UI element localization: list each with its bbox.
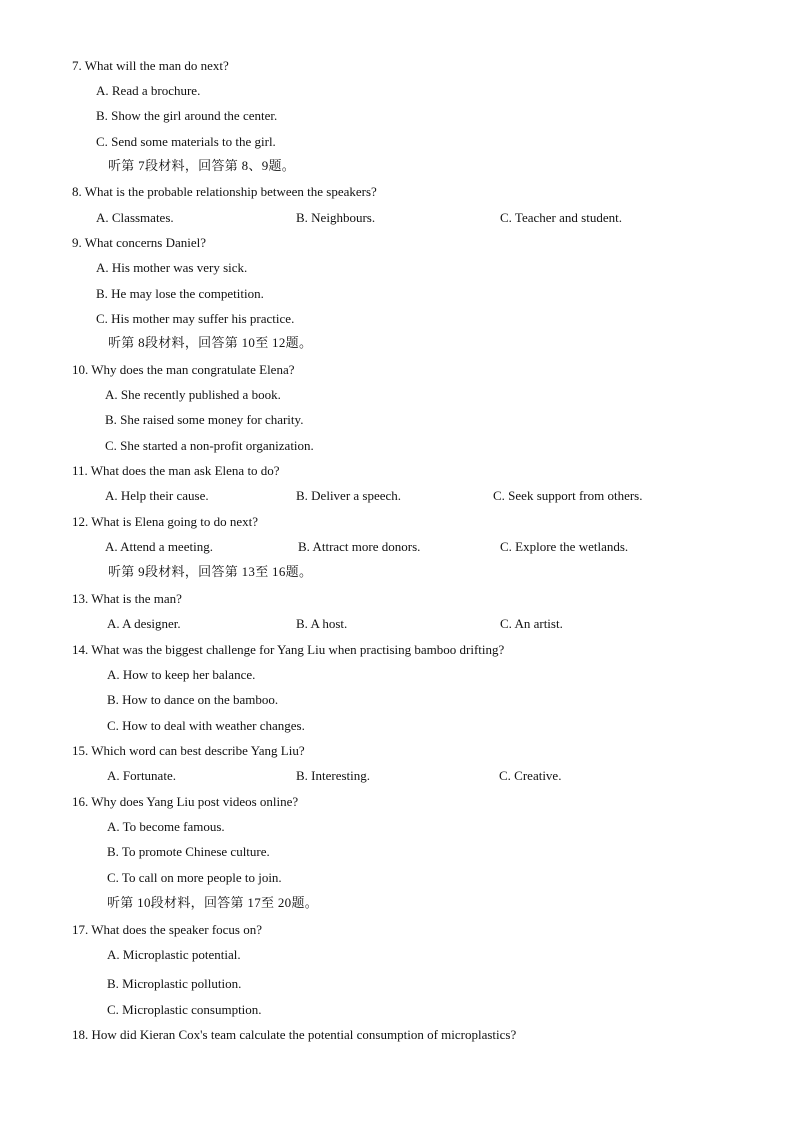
- option-12c: C. Explore the wetlands.: [500, 539, 629, 554]
- question-10: 10. Why does the man congratulate Elena?: [72, 362, 295, 377]
- option-11c: C. Seek support from others.: [493, 488, 643, 503]
- question-15: 15. Which word can best describe Yang Liu?: [72, 743, 305, 758]
- option-7b: B. Show the girl around the center.: [96, 108, 278, 123]
- option-17b: B. Microplastic pollution.: [107, 976, 242, 991]
- option-14b: B. How to dance on the bamboo.: [107, 692, 279, 707]
- option-14c: C. How to deal with weather changes.: [107, 718, 305, 733]
- option-13b: B. A host.: [296, 616, 348, 631]
- section-heading-8: 听第 8段材料，回答第 10至 12题。: [108, 335, 313, 350]
- section-heading-10: 听第 10段材料，回答第 17至 20题。: [107, 895, 319, 910]
- option-9c: C. His mother may suffer his practice.: [96, 311, 295, 326]
- section-heading-9: 听第 9段材料，回答第 13至 16题。: [108, 564, 313, 579]
- option-17a: A. Microplastic potential.: [107, 947, 241, 962]
- option-12a: A. Attend a meeting.: [105, 539, 213, 554]
- question-11: 11. What does the man ask Elena to do?: [72, 463, 280, 478]
- option-8a: A. Classmates.: [96, 210, 174, 225]
- option-16a: A. To become famous.: [107, 819, 225, 834]
- option-17c: C. Microplastic consumption.: [107, 1002, 262, 1017]
- option-15a: A. Fortunate.: [107, 768, 176, 783]
- question-14: 14. What was the biggest challenge for Yang Liu when practising bamboo drifting?: [72, 642, 505, 657]
- option-11a: A. Help their cause.: [105, 488, 209, 503]
- option-15c: C. Creative.: [499, 768, 562, 783]
- question-13: 13. What is the man?: [72, 591, 182, 606]
- option-10b: B. She raised some money for charity.: [105, 412, 304, 427]
- option-16c: C. To call on more people to join.: [107, 870, 282, 885]
- option-11b: B. Deliver a speech.: [296, 488, 402, 503]
- question-17: 17. What does the speaker focus on?: [72, 922, 263, 937]
- option-14a: A. How to keep her balance.: [107, 667, 256, 682]
- question-7: 7. What will the man do next?: [72, 58, 229, 73]
- option-8b: B. Neighbours.: [296, 210, 376, 225]
- option-12b: B. Attract more donors.: [298, 539, 421, 554]
- question-18: 18. How did Kieran Cox's team calculate the potential consumption of microplastics?: [72, 1027, 517, 1042]
- option-10a: A. She recently published a book.: [105, 387, 281, 402]
- option-8c: C. Teacher and student.: [500, 210, 622, 225]
- option-10c: C. She started a non-profit organization.: [105, 438, 314, 453]
- option-9a: A. His mother was very sick.: [96, 260, 248, 275]
- option-15b: B. Interesting.: [296, 768, 371, 783]
- option-7c: C. Send some materials to the girl.: [96, 134, 276, 149]
- option-13a: A. A designer.: [107, 616, 181, 631]
- question-9: 9. What concerns Daniel?: [72, 235, 207, 250]
- option-9b: B. He may lose the competition.: [96, 286, 264, 301]
- section-heading-7: 听第 7段材料，回答第 8、9题。: [108, 158, 296, 173]
- question-8: 8. What is the probable relationship between the speakers?: [72, 184, 377, 199]
- option-13c: C. An artist.: [500, 616, 563, 631]
- option-7a: A. Read a brochure.: [96, 83, 201, 98]
- option-16b: B. To promote Chinese culture.: [107, 844, 270, 859]
- question-12: 12. What is Elena going to do next?: [72, 514, 259, 529]
- question-16: 16. Why does Yang Liu post videos online?: [72, 794, 299, 809]
